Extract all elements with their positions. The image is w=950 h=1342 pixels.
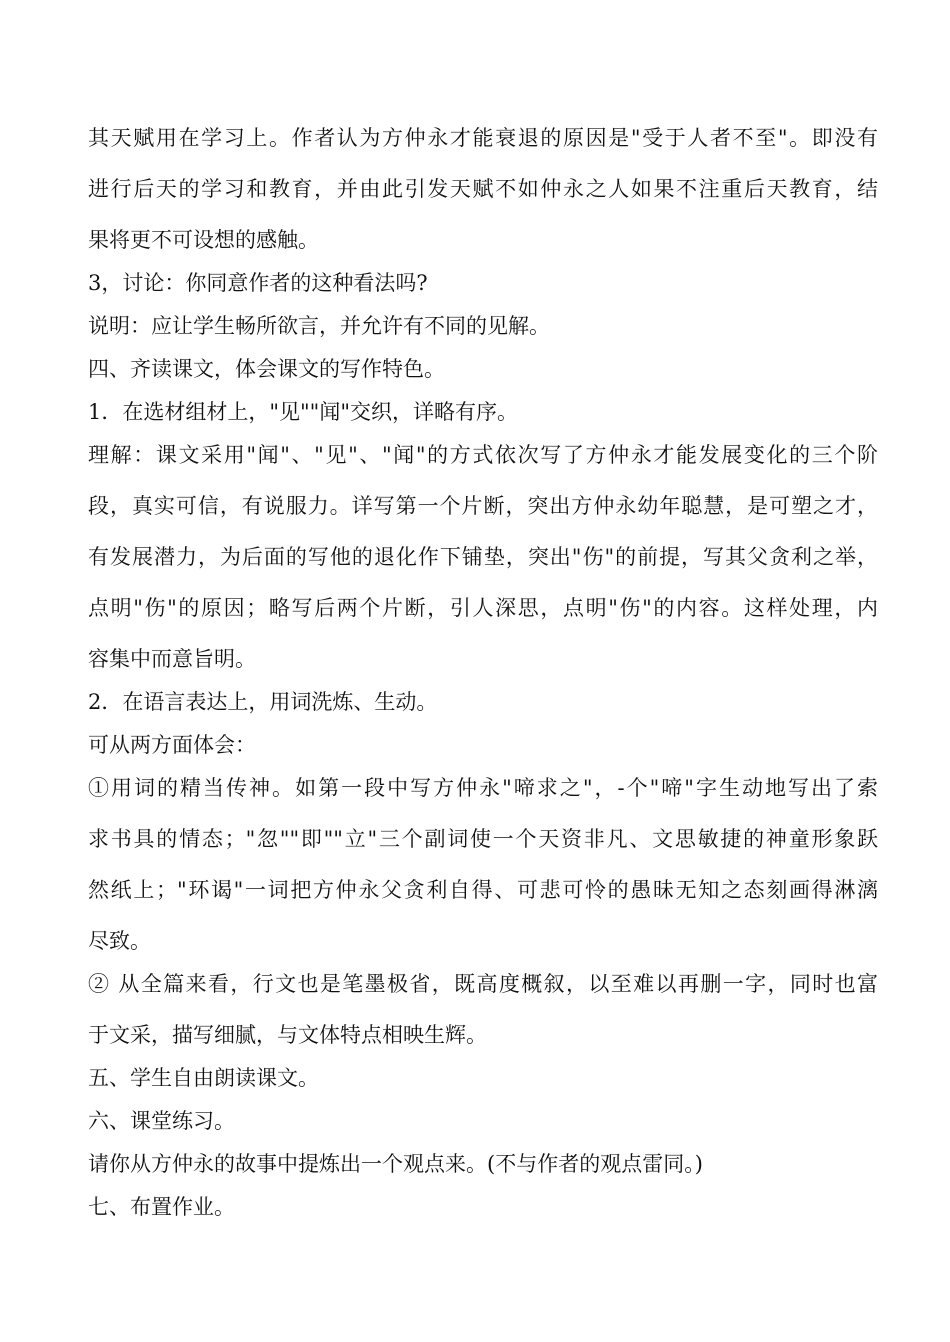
text-line: 点明"伤"的原因；略写后两个片断，引人深思，点明"伤"的内容。这样处理，内	[88, 596, 878, 620]
text-line: 果将更不可设想的感触。	[88, 228, 319, 252]
subheading: 1．在选材组材上，"见""闻"交织，详略有序。	[88, 400, 518, 424]
text-line: 其天赋用在学习上。作者认为方仲永才能衰退的原因是"受于人者不至"。即没有	[88, 126, 878, 150]
text-line: 于文采，描写细腻，与文体特点相映生辉。	[88, 1023, 487, 1047]
text-line: 请你从方仲永的故事中提炼出一个观点来。(不与作者的观点雷同。)	[88, 1152, 703, 1176]
text-line: 然纸上；"环谒"一词把方仲永父贪利自得、可悲可怜的愚昧无知之态刻画得淋漓	[88, 878, 878, 902]
section-heading: 七、布置作业。	[88, 1195, 235, 1219]
text-line: 有发展潜力，为后面的写他的退化作下铺垫，突出"伤"的前提，写其父贪利之举，	[88, 545, 878, 569]
subheading: 2．在语言表达上，用词洗炼、生动。	[88, 690, 438, 714]
document-body	[88, 118, 878, 1227]
text-line: 容集中而意旨明。	[88, 647, 256, 671]
text-line: 说明：应让学生畅所欲言，并允许有不同的见解。	[88, 314, 550, 338]
section-heading: 六、课堂练习。	[88, 1109, 235, 1133]
text-line: 理解：课文采用"闻"、"见"、"闻"的方式依次写了方仲永才能发展变化的三个阶	[88, 443, 878, 467]
text-line: 尽致。	[88, 929, 151, 953]
section-heading: 四、齐读课文，体会课文的写作特色。	[88, 357, 445, 381]
section-heading: 五、学生自由朗读课文。	[88, 1066, 319, 1090]
text-line: 进行后天的学习和教育，并由此引发天赋不如仲永之人如果不注重后天教育，结	[88, 177, 878, 201]
text-line: 段，真实可信，有说服力。详写第一个片断，突出方仲永幼年聪慧，是可塑之才，	[88, 494, 878, 518]
text-line: 3，讨论：你同意作者的这种看法吗?	[88, 271, 428, 295]
text-line: ①用词的精当传神。如第一段中写方仲永"啼求之"，-个"啼"字生动地写出了索	[88, 776, 878, 800]
text-line: 可从两方面体会：	[88, 733, 256, 757]
text-line: ② 从全篇来看，行文也是笔墨极省，既高度概叙，以至难以再删一字，同时也富	[88, 972, 878, 996]
text-line: 求书具的情态；"忽""即""立"三个副词使一个天资非凡、文思敏捷的神童形象跃	[88, 827, 878, 851]
